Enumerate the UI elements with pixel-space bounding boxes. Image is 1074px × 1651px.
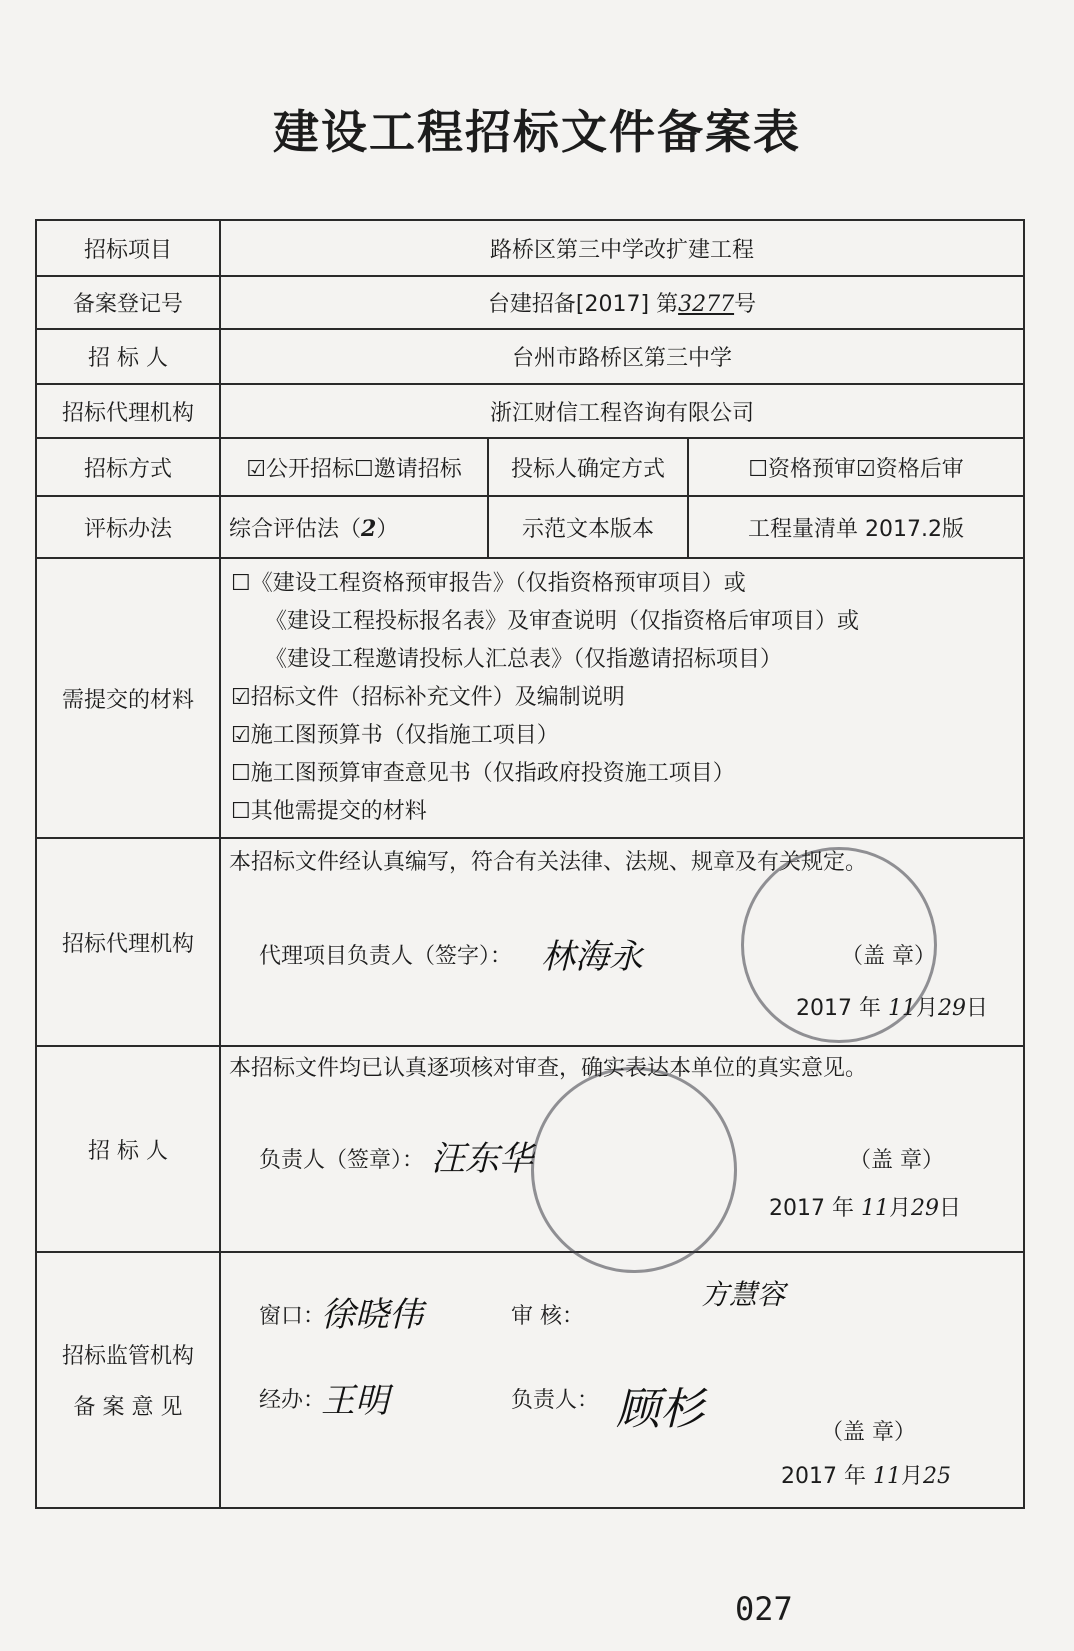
label-materials: 需提交的材料: [36, 558, 220, 838]
supervision-cell: [220, 1252, 1024, 1508]
supervision-date: [781, 1459, 951, 1490]
row-record: [36, 276, 1024, 329]
label-method: 招标方式: [36, 438, 220, 496]
row-tenderer: [36, 329, 1024, 384]
material-item: ☐施工图预算审查意见书（仅指政府投资施工项目）: [231, 761, 735, 786]
handler-label: 经办：: [259, 1388, 326, 1413]
window-signature: 徐晓伟: [321, 1295, 423, 1335]
tenderer-sign-cell: [220, 1046, 1024, 1252]
material-item: 《建设工程投标报名表》及审查说明（仅指资格后审项目）或: [265, 609, 860, 634]
page-number: 027: [735, 1590, 793, 1628]
agency-signature: 林海永: [541, 937, 643, 977]
materials-list: [220, 558, 1024, 838]
tenderer-date: [769, 1191, 961, 1222]
record-suffix: 号: [734, 292, 757, 317]
supervision-label-line-2: 备 案 意 见: [73, 1395, 183, 1420]
evaluation-suffix: ）: [376, 516, 399, 542]
value-record: [220, 276, 1024, 329]
material-item: ☐其他需提交的材料: [231, 799, 427, 824]
value-evaluation: [220, 496, 488, 558]
supervision-seal-label: （盖 章）: [821, 1420, 916, 1445]
row-method: [36, 438, 1024, 496]
row-project: [36, 220, 1024, 276]
agency-sign-cell: [220, 838, 1024, 1046]
head-label: 负责人：: [511, 1388, 600, 1413]
date-month-char: 月: [900, 1464, 923, 1489]
row-agency: [36, 384, 1024, 438]
material-item: ☑施工图预算书（仅指施工项目）: [231, 723, 559, 748]
row-materials: [36, 558, 1024, 838]
value-project: 路桥区第三中学改扩建工程: [220, 220, 1024, 276]
label-record: 备案登记号: [36, 276, 220, 329]
date-day: 29: [938, 996, 966, 1021]
tenderer-seal-stamp: [531, 1067, 737, 1273]
row-supervision: [36, 1252, 1024, 1508]
label-tenderer-sign: 招 标 人: [36, 1046, 220, 1252]
value-agency: 浙江财信工程咨询有限公司: [220, 384, 1024, 438]
material-item: ☐《建设工程资格预审报告》（仅指资格预审项目）或: [231, 571, 746, 596]
tenderer-seal-label: （盖 章）: [849, 1148, 944, 1173]
record-number: 3277: [678, 292, 735, 317]
head-signature: 顾杉: [616, 1384, 704, 1435]
label-bidder-determination: 投标人确定方式: [488, 438, 688, 496]
tenderer-signature: 汪东华: [431, 1139, 533, 1179]
handler-signature: 王明: [321, 1381, 389, 1421]
date-month: 11: [872, 1464, 901, 1489]
date-day: 29: [911, 1196, 939, 1221]
filing-form-table: [35, 219, 1025, 1509]
material-item: 《建设工程邀请投标人汇总表》（仅指邀请招标项目）: [265, 647, 783, 672]
agency-seal-label: （盖 章）: [841, 944, 936, 969]
value-bidder-determination: ☐资格预审☑资格后审: [688, 438, 1024, 496]
date-year: 2017 年: [796, 996, 881, 1021]
material-item: ☑招标文件（招标补充文件）及编制说明: [231, 685, 625, 710]
evaluation-prefix: 综合评估法（: [229, 516, 362, 542]
agency-date: [796, 991, 988, 1022]
label-supervision: [36, 1252, 220, 1508]
date-day-char: 日: [966, 996, 989, 1021]
tenderer-statement: 本招标文件均已认真逐项核对审查，确实表达本单位的真实意见。: [229, 1056, 868, 1081]
row-evaluation: [36, 496, 1024, 558]
date-day: 25: [923, 1464, 951, 1489]
record-prefix: 台建招备[2017] 第: [487, 292, 679, 317]
agency-sign-label: 代理项目负责人（签字）：: [259, 944, 513, 969]
date-year: 2017 年: [781, 1464, 866, 1489]
page-title: 建设工程招标文件备案表: [273, 105, 801, 159]
row-agency-sign: [36, 838, 1024, 1046]
review-label: 审 核：: [511, 1304, 584, 1329]
tenderer-sign-label: 负责人（签章）：: [259, 1148, 425, 1173]
evaluation-handwritten: 2: [361, 515, 377, 542]
label-evaluation: 评标办法: [36, 496, 220, 558]
label-tenderer: 招 标 人: [36, 329, 220, 384]
date-month-char: 月: [915, 996, 938, 1021]
date-month-char: 月: [888, 1196, 911, 1221]
value-method: ☑公开招标☐邀请招标: [220, 438, 488, 496]
label-project: 招标项目: [36, 220, 220, 276]
date-year: 2017 年: [769, 1196, 854, 1221]
window-label: 窗口：: [259, 1304, 326, 1329]
date-month: 11: [887, 996, 916, 1021]
value-tenderer: 台州市路桥区第三中学: [220, 329, 1024, 384]
supervision-label-line-1: 招标监管机构: [61, 1344, 194, 1369]
date-month: 11: [860, 1196, 889, 1221]
value-template-version: 工程量清单 2017.2版: [688, 496, 1024, 558]
agency-statement: 本招标文件经认真编写，符合有关法律、法规、规章及有关规定。: [229, 850, 868, 875]
date-day-char: 日: [939, 1196, 962, 1221]
review-signature: 方慧容: [701, 1278, 786, 1311]
row-tenderer-sign: [36, 1046, 1024, 1252]
label-agency-sign: 招标代理机构: [36, 838, 220, 1046]
label-template-version: 示范文本版本: [488, 496, 688, 558]
label-agency: 招标代理机构: [36, 384, 220, 438]
